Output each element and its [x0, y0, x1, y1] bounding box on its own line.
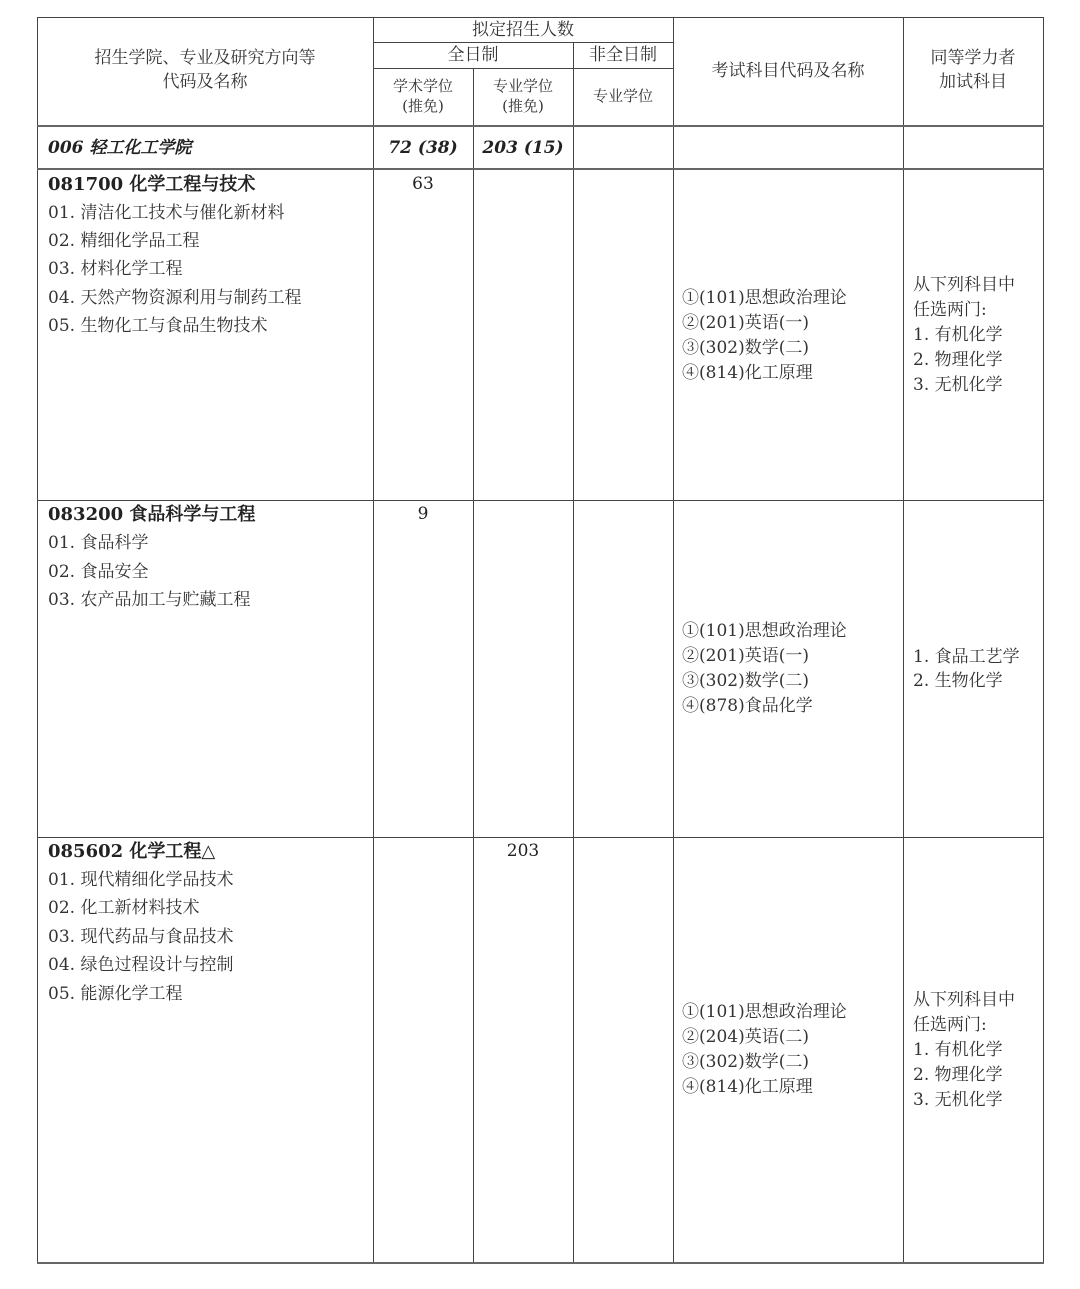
header-fulltime: 全日制	[447, 45, 499, 65]
direction-item: 02. 化工新材料技术	[48, 898, 200, 918]
direction-item: 04. 绿色过程设计与控制	[48, 955, 234, 975]
direction-item: 02. 食品安全	[48, 562, 149, 582]
exam-subject: ③(302)数学(二)	[682, 671, 809, 691]
header-extra-line2: 加试科目	[939, 72, 1007, 92]
exam-subject: ④(814)化工原理	[682, 363, 813, 383]
header-exam: 考试科目代码及名称	[711, 61, 865, 81]
direction-item: 01. 食品科学	[48, 533, 149, 553]
extra-subject: 从下列科目中	[913, 990, 1015, 1010]
extra-subject: 2. 物理化学	[913, 350, 1003, 370]
college-academic: 72 (38)	[388, 138, 458, 158]
major-name: 081700 化学工程与技术	[48, 174, 256, 195]
direction-item: 01. 现代精细化学品技术	[48, 870, 234, 890]
direction-item: 03. 农产品加工与贮藏工程	[48, 590, 251, 610]
major-professional-count: 203	[506, 841, 540, 861]
direction-item: 03. 现代药品与食品技术	[48, 927, 234, 947]
major-name: 083200 食品科学与工程	[48, 504, 256, 525]
header-extra-line1: 同等学力者	[930, 48, 1016, 68]
exam-subject: ④(814)化工原理	[682, 1077, 813, 1097]
exam-subject: ①(101)思想政治理论	[682, 621, 847, 641]
exam-subject: ④(878)食品化学	[682, 696, 813, 716]
header-enroll-title: 拟定招生人数	[472, 20, 574, 40]
extra-subject: 2. 物理化学	[913, 1065, 1003, 1085]
exam-subject: ①(101)思想政治理论	[682, 288, 847, 308]
header-professional-line2: (推免)	[502, 97, 544, 115]
major-academic-count: 9	[417, 504, 429, 524]
extra-subject: 3. 无机化学	[913, 375, 1003, 395]
direction-item: 03. 材料化学工程	[48, 259, 183, 279]
exam-subject: ②(201)英语(一)	[682, 646, 809, 666]
exam-subject: ①(101)思想政治理论	[682, 1002, 847, 1022]
exam-subject: ③(302)数学(二)	[682, 338, 809, 358]
extra-subject: 3. 无机化学	[913, 1090, 1003, 1110]
direction-item: 02. 精细化学品工程	[48, 231, 200, 251]
extra-subject: 从下列科目中	[913, 275, 1015, 295]
header-academic-line1: 学术学位	[392, 77, 453, 95]
header-academic-line2: (推免)	[402, 97, 444, 115]
extra-subject: 2. 生物化学	[913, 671, 1003, 691]
exam-subject: ②(201)英语(一)	[682, 313, 809, 333]
header-col1-line1: 招生学院、专业及研究方向等	[94, 48, 316, 68]
extra-subject: 任选两门:	[913, 300, 987, 320]
college-professional: 203 (15)	[482, 138, 564, 158]
college-name: 006 轻工化工学院	[48, 138, 192, 158]
direction-item: 04. 天然产物资源利用与制药工程	[48, 288, 302, 308]
exam-subject: ③(302)数学(二)	[682, 1052, 809, 1072]
extra-subject: 1. 有机化学	[913, 325, 1003, 345]
extra-subject: 1. 有机化学	[913, 1040, 1003, 1060]
extra-subject: 1. 食品工艺学	[913, 647, 1020, 667]
exam-subject: ②(204)英语(二)	[682, 1027, 809, 1047]
header-col1-line2: 代码及名称	[162, 72, 248, 92]
direction-item: 05. 能源化学工程	[48, 984, 183, 1004]
major-name: 085602 化学工程△	[48, 841, 216, 862]
direction-item: 01. 清洁化工技术与催化新材料	[48, 203, 285, 223]
major-academic-count: 63	[412, 174, 434, 194]
direction-item: 05. 生物化工与食品生物技术	[48, 316, 268, 336]
extra-subject: 任选两门:	[913, 1015, 987, 1035]
header-parttime: 非全日制	[589, 45, 657, 65]
header-professional-line1: 专业学位	[492, 77, 553, 95]
header-parttime-professional: 专业学位	[592, 87, 653, 105]
